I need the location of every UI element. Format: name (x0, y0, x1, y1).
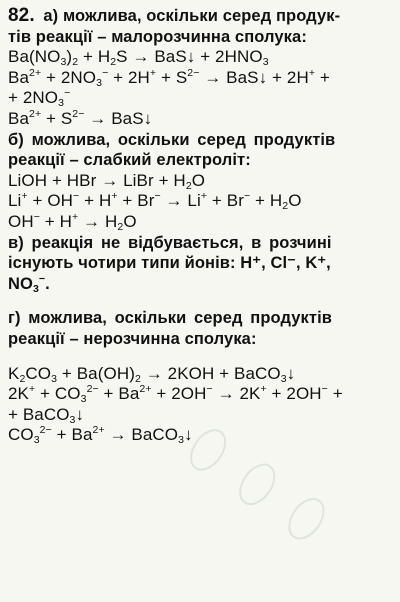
part-a-text-line-2: тів реакції – малорозчинна сполука: (8, 27, 307, 46)
equation-b-full-ionic: $Li^+ + OH^- + H^+ + Br^- \to Li^+ + Br^- + H_2O$ (8, 190, 302, 213)
part-a-header-line (8, 6, 394, 27)
part-b-label: б) (8, 130, 24, 149)
part-v-header-line (8, 233, 394, 254)
equation-b-short-ionic: $OH^- + H^+ \to H_2O$ (8, 210, 137, 233)
exercise-number: 82. (8, 5, 35, 26)
part-v-label: в) (8, 233, 24, 252)
equation-a-full-ionic: $Ba^{2+} + 2NO_3^- + 2H^+ + S^{2-}$ → BaS↓ + 2H+ + (8, 66, 330, 89)
section-gap (8, 350, 394, 364)
part-a-text-line-1: можлива, оскільки серед продук- (62, 7, 341, 25)
equation-g-molecular: $K_2CO_3 + Ba(OH)_2 \to 2KOH$ + BaCO$_3$↓ (8, 363, 296, 385)
equation-a-full-ionic-cont: + $2NO_3^-$ (8, 87, 71, 110)
equation-a-short-ionic: $Ba^{2+} + S^{2-}$ → BaS↓ (8, 107, 153, 128)
part-a-label: а) (43, 7, 59, 25)
part-b-text-line-2: реакції – слабкий електроліт: (8, 151, 251, 170)
equation-b-molecular: LiOH + HBr → LiBr + $H_2O$ (8, 170, 206, 192)
equation-g-full-ionic-cont: + BaCO$_3$↓ (8, 404, 85, 426)
part-v-ion-no3: $NO_3^-$. (8, 272, 50, 295)
part-g-text-line-2: реакції – нерозчинна сполука: (8, 329, 257, 348)
part-b-text-line-1: можлива, оскільки серед продуктів (31, 130, 336, 149)
part-v-text-line-1: реакція не відбувається, в розчині (31, 233, 332, 252)
equation-g-full-ionic: $2K^+ + CO_3^{2-} + Ba^{2+} + 2OH^- \to 2K^+ + 2OH^-$ + (8, 383, 343, 406)
part-g-label: г) (8, 309, 21, 328)
part-b-header-line (8, 130, 394, 151)
part-g-text-line-1: можлива, оскільки серед продуктів (28, 309, 332, 328)
equation-a-molecular: $Ba(NO_3)_2 + H_2S$ → BaS↓ + $2HNO_3$ (8, 47, 269, 69)
part-g-header-line (8, 308, 394, 329)
equation-g-short-ionic: $CO_3^{2-} + Ba^{2+}$ → BaCO$_3$↓ (8, 424, 193, 447)
section-gap (8, 294, 394, 308)
part-v-text-line-2: існують чотири типи йонів: H⁺, Cl⁻, K⁺, (8, 254, 331, 273)
